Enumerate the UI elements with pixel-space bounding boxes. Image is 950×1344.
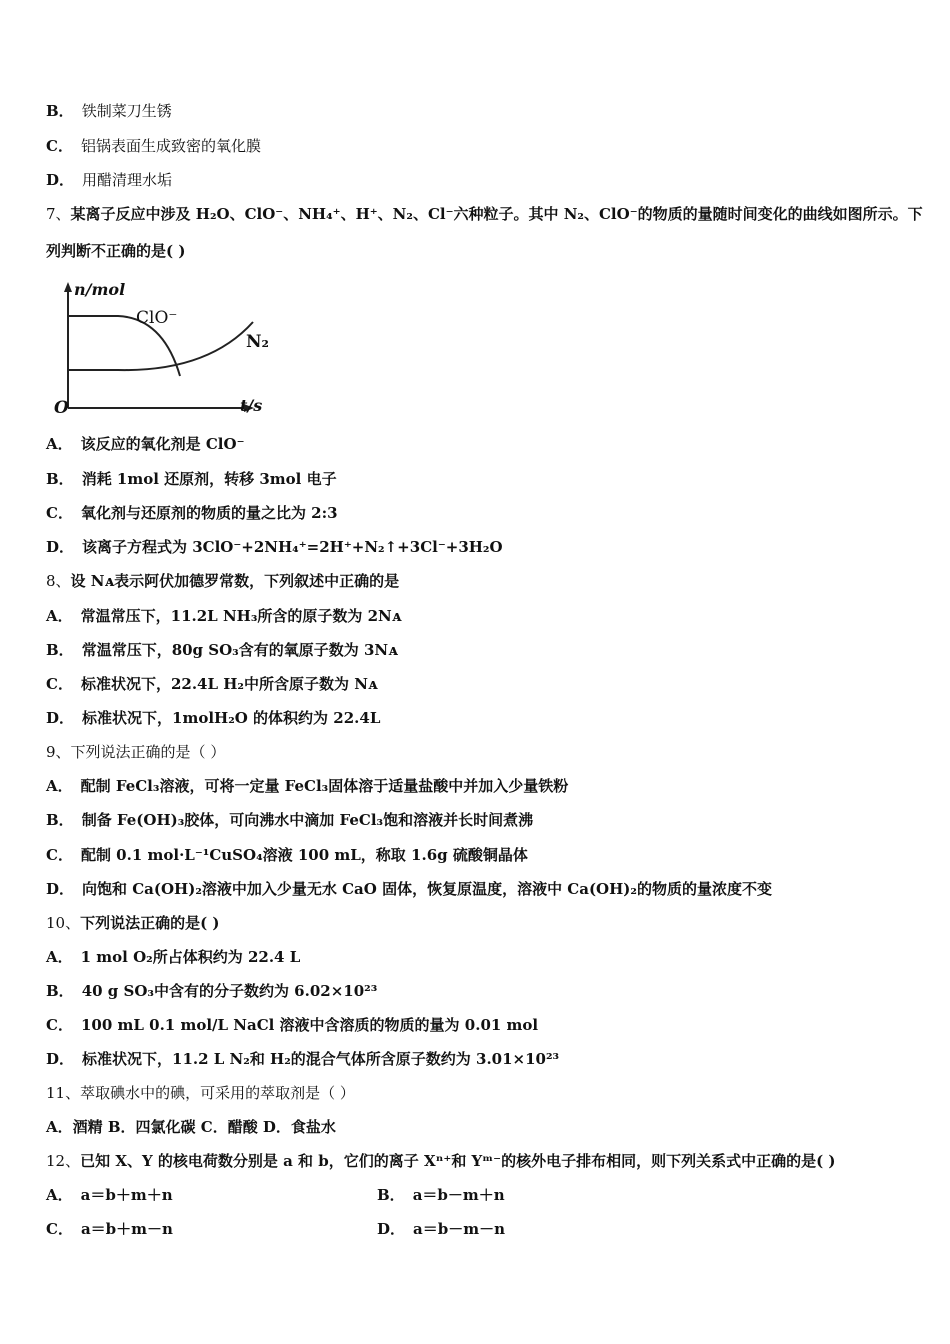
q6-option-d: D． 用醋清理水垢 bbox=[46, 171, 173, 189]
q9-option-c: C． 配制 0.1 mol·L⁻¹CuSO₄溶液 100 mL，称取 1.6g 硫酸铜晶体 bbox=[46, 846, 528, 864]
q6-option-b: B． 铁制菜刀生锈 bbox=[46, 102, 172, 120]
q9-stem: 9、下列说法正确的是（ ） bbox=[46, 743, 226, 761]
q10-option-c: C． 100 mL 0.1 mol/L NaCl 溶液中含溶质的物质的量为 0.01 mol bbox=[46, 1016, 539, 1034]
q12-option-d: D． a＝b－m－n bbox=[377, 1220, 506, 1238]
q10-option-d: D． 标准状况下，11.2 L N₂和 H₂的混合气体所含原子数约为 3.01×10²³ bbox=[46, 1050, 560, 1068]
q7-stem-line1: 7、某离子反应中涉及 H₂O、ClO⁻、NH₄⁺、H⁺、N₂、Cl⁻六种粒子。其中 N₂、ClO⁻的物质的量随时间变化的曲线如图所示。下 bbox=[46, 205, 923, 223]
q10-stem: 10、下列说法正确的是( ) bbox=[46, 914, 220, 932]
q9-option-d: D． 向饱和 Ca(OH)₂溶液中加入少量无水 CaO 固体，恢复原温度，溶液中 Ca(OH)₂的物质的量浓度不变 bbox=[46, 880, 772, 898]
q8-option-b: B． 常温常压下，80g SO₃含有的氧原子数为 3Nᴀ bbox=[46, 641, 398, 659]
origin-label: O bbox=[54, 398, 69, 418]
q8-stem: 8、设 Nᴀ表示阿伏加德罗常数，下列叙述中正确的是 bbox=[46, 572, 400, 590]
q12-option-b: B． a＝b－m＋n bbox=[377, 1186, 505, 1204]
q10-option-b: B． 40 g SO₃中含有的分子数约为 6.02×10²³ bbox=[46, 982, 378, 1000]
q7-option-c: C． 氧化剂与还原剂的物质的量之比为 2:3 bbox=[46, 504, 338, 522]
q8-option-c: C． 标准状况下，22.4L H₂中所含原子数为 Nᴀ bbox=[46, 675, 378, 693]
q12-option-c: C． a＝b＋m－n bbox=[46, 1220, 173, 1238]
q12-option-a: A． a＝b＋m＋n bbox=[46, 1186, 173, 1204]
q8-option-a: A． 常温常压下，11.2L NH₃所含的原子数为 2Nᴀ bbox=[46, 607, 402, 625]
q6-option-c: C． 铝锅表面生成致密的氧化膜 bbox=[46, 137, 261, 155]
clo-curve-label: ClO⁻ bbox=[136, 308, 178, 328]
q7-figure bbox=[48, 280, 278, 420]
q11-stem: 11、萃取碘水中的碘，可采用的萃取剂是（ ） bbox=[46, 1084, 355, 1102]
q9-option-a: A． 配制 FeCl₃溶液，可将一定量 FeCl₃固体溶于适量盐酸中并加入少量铁粉 bbox=[46, 777, 569, 795]
q7-stem-line2: 列判断不正确的是( ) bbox=[46, 242, 186, 260]
q10-option-a: A． 1 mol O₂所占体积约为 22.4 L bbox=[46, 948, 301, 966]
q7-option-a: A． 该反应的氧化剂是 ClO⁻ bbox=[46, 435, 245, 453]
q7-option-d: D． 该离子方程式为 3ClO⁻+2NH₄⁺=2H⁺+N₂↑+3Cl⁻+3H₂O bbox=[46, 538, 503, 556]
q9-option-b: B． 制备 Fe(OH)₃胶体，可向沸水中滴加 FeCl₃饱和溶液并长时间煮沸 bbox=[46, 811, 534, 829]
q8-option-d: D． 标准状况下，1molH₂O 的体积约为 22.4L bbox=[46, 709, 381, 727]
x-axis-label: t/s bbox=[240, 396, 263, 415]
n2-curve-label: N₂ bbox=[246, 332, 269, 352]
q7-option-b: B． 消耗 1mol 还原剂，转移 3mol 电子 bbox=[46, 470, 337, 488]
q11-options: A．酒精 B．四氯化碳 C．醋酸 D．食盐水 bbox=[46, 1118, 336, 1136]
y-axis-label: n/mol bbox=[74, 280, 126, 299]
q12-stem: 12、已知 X、Y 的核电荷数分别是 a 和 b，它们的离子 Xⁿ⁺和 Yᵐ⁻的核外电子排布相同，则下列关系式中正确的是( ) bbox=[46, 1152, 836, 1170]
